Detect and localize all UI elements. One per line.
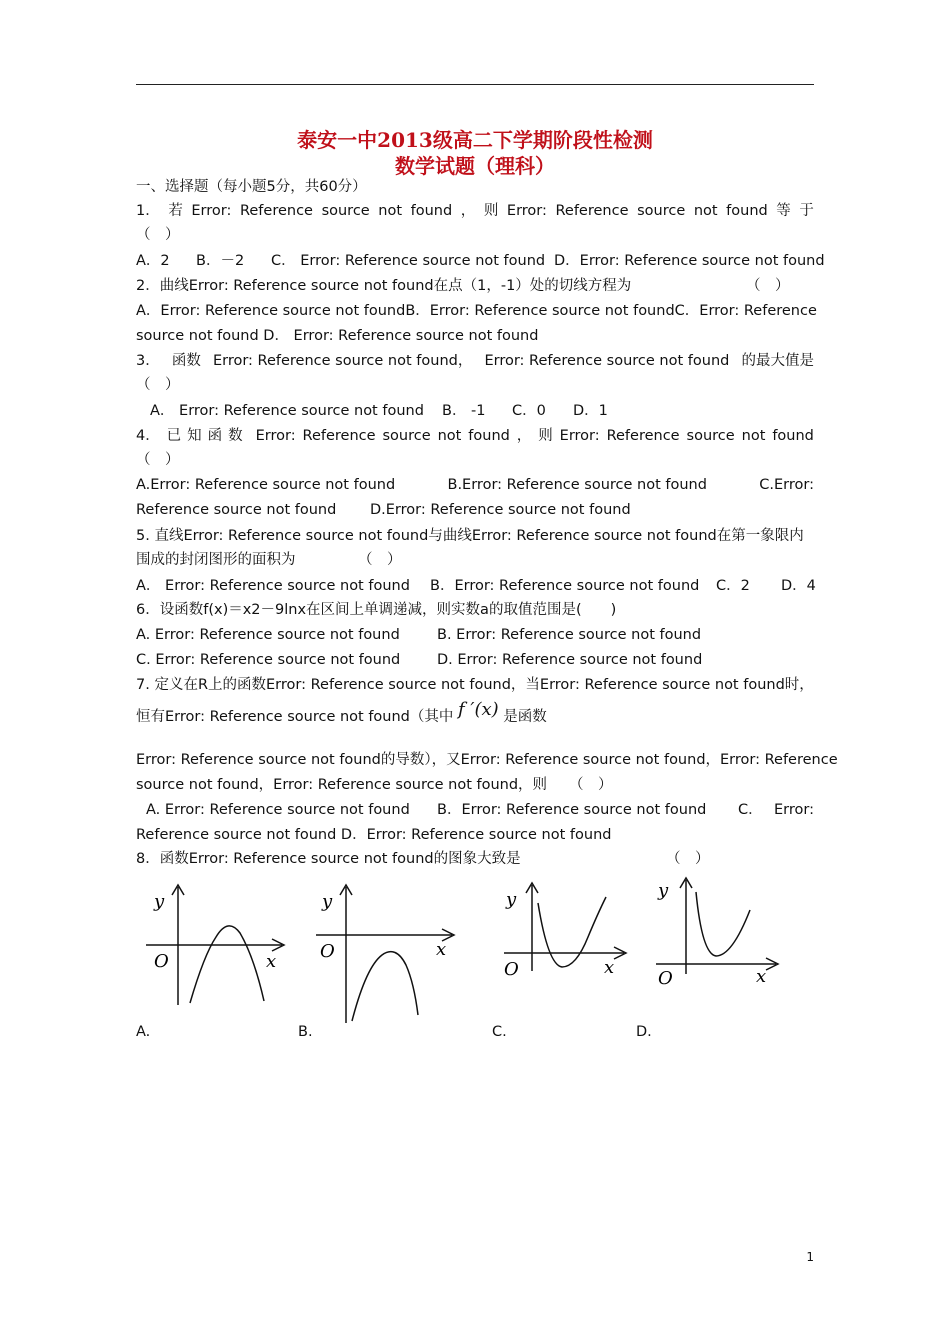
option-d: D. Error: Reference source not found [437, 652, 703, 668]
graph-c [500, 875, 640, 990]
question-7-stem-3: Error: Reference source not found的导数），又Error: Reference source not found，Error: Reference [136, 752, 838, 768]
page-number: 1 [806, 1250, 814, 1264]
y-label: y [658, 880, 669, 901]
question-3-paren: （ ） [136, 377, 180, 393]
option-c: C． Error: Reference source not found [271, 253, 546, 269]
origin-label: O [320, 941, 335, 962]
question-6-stem: 6．设函数f(x)＝x2－9lnx在区间上单调递减，则实数a的取值范围是( ) [136, 602, 617, 618]
question-4-paren: （ ） [136, 452, 180, 468]
graph-d [650, 870, 790, 995]
option-a: A．Error: Reference source not found [136, 303, 406, 319]
section-heading: 一、选择题（每小题5分，共60分） [136, 179, 367, 195]
option-a: A.Error: Reference source not found [136, 477, 396, 493]
option-c: C．2 [716, 578, 750, 594]
option-d: D．Error: Reference source not found [554, 253, 825, 269]
question-6-options-1 [136, 625, 814, 645]
origin-label: O [154, 951, 169, 972]
option-b: B.Error: Reference source not found [447, 477, 707, 493]
question-4-stem: 4． 已知函数 Error: Reference source not found ， 则 Error: Reference source not found [136, 428, 814, 444]
option-b: B. Error: Reference source not found [437, 627, 702, 643]
option-a: A．2 [136, 253, 170, 269]
y-label: y [322, 891, 333, 912]
option-b: B．Error: Reference source not found [405, 303, 675, 319]
graph-a [140, 875, 300, 1015]
graph-d-label: D. [636, 1024, 652, 1040]
question-4-options-1 [136, 475, 814, 495]
question-7-stem-1: 7. 定义在R上的函数Error: Reference source not found，当Error: Reference source not found时， [136, 677, 814, 693]
option-c: C. Error: Reference source not found [136, 652, 401, 668]
header-rule [136, 84, 814, 85]
question-5-stem-2: 围成的封闭图形的面积为 （ ） [136, 552, 402, 568]
x-label: x [604, 957, 615, 978]
x-label: x [266, 951, 277, 972]
question-2-options-2: source not found D． Error: Reference source not found [136, 328, 539, 344]
option-c: C． [738, 802, 763, 818]
x-label: x [436, 939, 447, 960]
question-5-stem-1: 5. 直线Error: Reference source not found与曲线Error: Reference source not found在第一象限内 [136, 528, 804, 544]
graph-c-label: C. [492, 1024, 507, 1040]
origin-label: O [658, 968, 673, 989]
option-a: A. Error: Reference source not found [136, 627, 400, 643]
exam-subtitle: 数学试题（理科） [395, 154, 555, 178]
question-4-options-2: Reference source not found D.Error: Reference source not found [136, 502, 631, 518]
option-a: A． Error: Reference source not found [136, 578, 410, 594]
option-d: D.Error: Reference source not found [370, 502, 631, 518]
option-b: B． -1 [442, 403, 486, 419]
y-label: y [506, 889, 517, 910]
question-2-options-1 [136, 301, 817, 321]
option-c: C．Error: Reference [674, 303, 817, 319]
graph-b-label: B. [298, 1024, 313, 1040]
option-b: B．－2 [196, 253, 245, 269]
question-7-options-2: Reference source not found D．Error: Reference source not found [136, 827, 612, 843]
graph-a-label: A. [136, 1024, 151, 1040]
origin-label: O [504, 959, 519, 980]
question-1-paren: （ ） [136, 227, 180, 243]
question-3-stem: 3． 函数 Error: Reference source not found， Error: Reference source not found 的最大值是 [136, 353, 814, 369]
exam-title: 泰安一中2013级高二下学期阶段性检测 [297, 128, 653, 152]
question-6-options-2 [136, 650, 814, 670]
question-8-stem: 8．函数Error: Reference source not found的图象大致是 （ ） [136, 851, 710, 867]
option-a: A． Error: Reference source not found [150, 403, 424, 419]
option-d: D．4 [781, 578, 816, 594]
graph-b [312, 875, 472, 1025]
x-label: x [756, 966, 767, 987]
curve [696, 892, 750, 956]
question-7-stem-2: 恒有Error: Reference source not found（其中 f ′(x) 是函数 [136, 699, 547, 725]
derivative-symbol: f ′(x) [458, 699, 499, 720]
curve [352, 952, 418, 1021]
option-c: C.Error: [759, 477, 814, 493]
question-1-stem: 1． 若 Error: Reference source not found ， 则 Error: Reference source not found 等 于 [136, 203, 814, 219]
option-a: A. Error: Reference source not found [146, 802, 410, 818]
y-label: y [154, 891, 165, 912]
question-7-stem-4: source not found，Error: Reference source not found，则 （ ） [136, 777, 613, 793]
option-c: C．0 [512, 403, 546, 419]
curve [538, 897, 606, 967]
option-b: B．Error: Reference source not found [437, 802, 707, 818]
question-2-stem: 2．曲线Error: Reference source not found在点（1，-1）处的切线方程为 （ ） [136, 278, 790, 294]
option-d: D．1 [573, 403, 608, 419]
option-b: B．Error: Reference source not found [430, 578, 700, 594]
curve [190, 926, 264, 1003]
